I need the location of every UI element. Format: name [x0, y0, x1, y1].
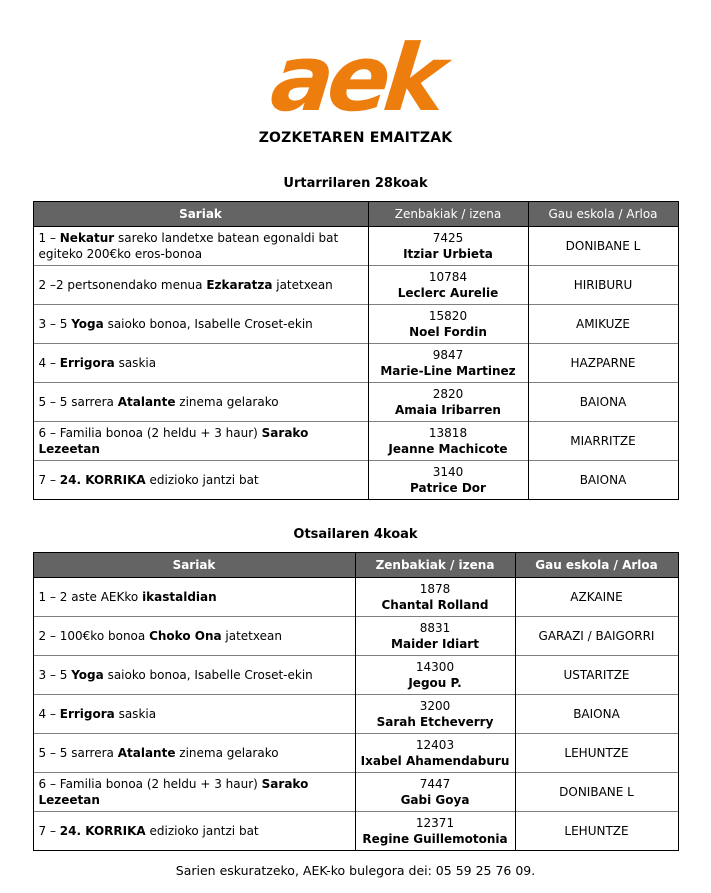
ticket-number: 8831	[419, 621, 451, 635]
prize-cell: 6 – Familia bonoa (2 heldu + 3 haur) Sarako Lezeetan	[33, 773, 355, 812]
column-header: Gau eskola / Arloa	[515, 553, 678, 578]
table-row	[33, 383, 678, 422]
winner-name: Jegou P.	[408, 676, 462, 690]
winner-name: Gabi Goya	[400, 793, 470, 807]
winner-cell	[355, 695, 515, 734]
prize-cell: 3 – 5 Yoga saioko bonoa, Isabelle Croset-ekin	[33, 305, 368, 344]
prize-cell: 1 – 2 aste AEKko ikastaldian	[33, 578, 355, 617]
school-cell: AZKAINE	[515, 578, 678, 617]
winner-name: Amaia Iribarren	[395, 403, 501, 417]
winner-cell	[355, 734, 515, 773]
winner-cell	[355, 812, 515, 851]
prize-cell: 1 – Nekatur sareko landetxe batean egonaldi bat egiteko 200€ko eros-bonoa	[33, 227, 368, 266]
prize-cell: 2 – 100€ko bonoa Choko Ona jatetxean	[33, 617, 355, 656]
winner-cell	[355, 617, 515, 656]
section-january-draw	[0, 176, 711, 500]
winner-name: Itziar Urbieta	[403, 247, 493, 261]
column-header: Sariak	[33, 202, 368, 227]
winner-cell	[368, 227, 528, 266]
table-row	[33, 305, 678, 344]
table-row	[33, 695, 678, 734]
prize-cell: 5 – 5 sarrera Atalante zinema gelarako	[33, 383, 368, 422]
column-header: Zenbakiak / izena	[355, 553, 515, 578]
column-header: Sariak	[33, 553, 355, 578]
winner-name: Ixabel Ahamendaburu	[360, 754, 510, 768]
winner-cell	[368, 266, 528, 305]
column-header: Zenbakiak / izena	[368, 202, 528, 227]
prize-cell: 4 – Errigora saskia	[33, 344, 368, 383]
table-row	[33, 617, 678, 656]
table-row	[33, 422, 678, 461]
winner-name: Patrice Dor	[410, 481, 486, 495]
section-february-draw	[0, 527, 711, 851]
winner-name: Sarah Etcheverry	[376, 715, 494, 729]
winner-cell	[368, 344, 528, 383]
school-cell: DONIBANE L	[515, 773, 678, 812]
school-cell: BAIONA	[515, 695, 678, 734]
school-cell: LEHUNTZE	[515, 812, 678, 851]
table-row	[33, 734, 678, 773]
table-row	[33, 773, 678, 812]
table-row	[33, 656, 678, 695]
table-row	[33, 344, 678, 383]
page-title: ZOZKETAREN EMAITZAK	[258, 130, 453, 146]
winner-cell	[355, 578, 515, 617]
table-row	[33, 266, 678, 305]
ticket-number: 1878	[419, 582, 451, 596]
table-row	[33, 812, 678, 851]
school-cell: DONIBANE L	[528, 227, 678, 266]
prize-cell: 7 – 24. KORRIKA edizioko jantzi bat	[33, 812, 355, 851]
table-row	[33, 461, 678, 500]
prize-cell: 7 – 24. KORRIKA edizioko jantzi bat	[33, 461, 368, 500]
winner-cell	[368, 383, 528, 422]
footer-note: Sarien eskuratzeko, AEK-ko bulegora dei: 05 59 25 76 09.	[175, 863, 536, 878]
ticket-number: 12371	[415, 816, 455, 830]
ticket-number: 3200	[419, 699, 451, 713]
ticket-number: 7447	[419, 777, 451, 791]
school-cell: MIARRITZE	[528, 422, 678, 461]
prize-cell: 2 –2 pertsonendako menua Ezkaratza jatetxean	[33, 266, 368, 305]
school-cell: HAZPARNE	[528, 344, 678, 383]
prize-cell: 3 – 5 Yoga saioko bonoa, Isabelle Croset-ekin	[33, 656, 355, 695]
aek-logo-text: aek	[266, 25, 446, 132]
winner-name: Marie-Line Martinez	[380, 364, 516, 378]
ticket-number: 9847	[432, 348, 464, 362]
winner-name: Noel Fordin	[409, 325, 487, 339]
school-cell: BAIONA	[528, 383, 678, 422]
ticket-number: 13818	[428, 426, 468, 440]
winner-name: Jeanne Machicote	[388, 442, 508, 456]
winner-cell	[368, 305, 528, 344]
aek-logo	[0, 25, 711, 132]
winner-cell	[368, 461, 528, 500]
school-cell: GARAZI / BAIGORRI	[515, 617, 678, 656]
winner-name: Regine Guillemotonia	[362, 832, 508, 846]
ticket-number: 7425	[432, 231, 464, 245]
results-table-february	[33, 552, 679, 851]
winner-cell	[355, 773, 515, 812]
school-cell: BAIONA	[528, 461, 678, 500]
school-cell: HIRIBURU	[528, 266, 678, 305]
results-table-january	[33, 201, 679, 500]
table-row	[33, 227, 678, 266]
ticket-number: 15820	[428, 309, 468, 323]
ticket-number: 14300	[415, 660, 455, 674]
school-cell: USTARITZE	[515, 656, 678, 695]
school-cell: LEHUNTZE	[515, 734, 678, 773]
section-title-january: Urtarrilaren 28koak	[283, 176, 428, 191]
school-cell: AMIKUZE	[528, 305, 678, 344]
ticket-number: 3140	[432, 465, 464, 479]
ticket-number: 12403	[415, 738, 455, 752]
winner-name: Leclerc Aurelie	[397, 286, 499, 300]
header-row	[33, 553, 678, 578]
winner-name: Chantal Rolland	[381, 598, 489, 612]
winner-name: Maider Idiart	[391, 637, 479, 651]
winner-cell	[355, 656, 515, 695]
column-header: Gau eskola / Arloa	[528, 202, 678, 227]
prize-cell: 4 – Errigora saskia	[33, 695, 355, 734]
ticket-number: 2820	[432, 387, 464, 401]
table-row	[33, 578, 678, 617]
prize-cell: 6 – Familia bonoa (2 heldu + 3 haur) Sarako Lezeetan	[33, 422, 368, 461]
winner-cell	[368, 422, 528, 461]
section-title-february: Otsailaren 4koak	[293, 527, 418, 542]
ticket-number: 10784	[428, 270, 468, 284]
prize-cell: 5 – 5 sarrera Atalante zinema gelarako	[33, 734, 355, 773]
header-row	[33, 202, 678, 227]
